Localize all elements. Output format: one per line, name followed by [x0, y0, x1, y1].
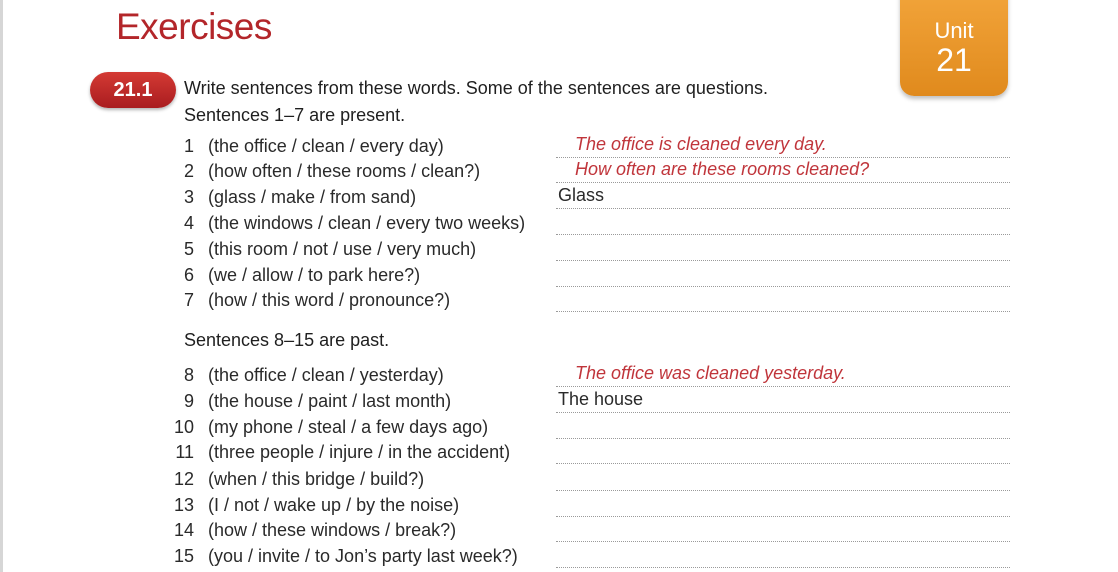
example-answer: The office is cleaned every day.: [575, 134, 827, 154]
answer-starter: The house: [558, 389, 644, 409]
item-prompt: (glass / make / from sand): [208, 187, 417, 207]
item-number: 11: [175, 442, 194, 462]
item-prompt: (you / invite / to Jon’s party last week?): [208, 546, 518, 566]
answer-line[interactable]: [556, 208, 1010, 209]
item-prompt: (how / this word / pronounce?): [208, 290, 451, 310]
item-prompt: (how often / these rooms / clean?): [208, 161, 481, 181]
answer-line[interactable]: [556, 234, 1010, 235]
item-number: 4: [183, 213, 194, 233]
item-number: 9: [183, 391, 194, 411]
item-prompt: (my phone / steal / a few days ago): [208, 417, 489, 437]
item-prompt: (the office / clean / yesterday): [208, 365, 444, 385]
answer-line[interactable]: [556, 490, 1010, 491]
item-number: 12: [173, 469, 194, 489]
exercise-item: [0, 290, 1118, 316]
exercise-item: [0, 136, 1118, 162]
unit-label: Unit: [934, 18, 974, 43]
item-number: 8: [183, 365, 194, 385]
exercise-item: [0, 239, 1118, 265]
item-prompt: (I / not / wake up / by the noise): [208, 495, 460, 515]
item-number: 1: [183, 136, 194, 156]
item-number: 7: [183, 290, 194, 310]
item-prompt: (this room / not / use / very much): [208, 239, 477, 259]
item-prompt: (the office / clean / every day): [208, 136, 444, 156]
exercise-item: [0, 546, 1118, 572]
exercise-number-badge: 21.1: [90, 72, 176, 108]
item-prompt: (when / this bridge / build?): [208, 469, 425, 489]
item-prompt: (three people / injure / in the accident): [208, 442, 511, 462]
answer-line[interactable]: [556, 541, 1010, 542]
exercise-item: [0, 365, 1118, 391]
item-number: 3: [183, 187, 194, 207]
page-title: Exercises: [116, 6, 272, 47]
example-answer: The office was cleaned yesterday.: [575, 363, 846, 383]
answer-line[interactable]: [556, 286, 1010, 287]
unit-number: 21: [936, 42, 972, 78]
exercise-instruction: Write sentences from these words. Some of the sentences are questions.: [184, 78, 768, 98]
answer-line[interactable]: [556, 438, 1010, 439]
item-number: 13: [173, 495, 194, 515]
answer-line[interactable]: [556, 412, 1010, 413]
answer-line[interactable]: [556, 567, 1010, 568]
exercise-item: [0, 187, 1118, 213]
exercise-item: [0, 265, 1118, 291]
item-number: 5: [183, 239, 194, 259]
answer-line[interactable]: [556, 311, 1010, 312]
item-prompt: (we / allow / to park here?): [208, 265, 421, 285]
item-number: 10: [173, 417, 194, 437]
answer-starter: Glass: [558, 185, 605, 205]
answer-line[interactable]: [556, 516, 1010, 517]
exercise-item: [0, 391, 1118, 417]
exercise-item: [0, 417, 1118, 443]
item-number: 6: [183, 265, 194, 285]
item-number: 15: [173, 546, 194, 566]
answer-line[interactable]: [556, 157, 1010, 158]
exercise-item: [0, 442, 1118, 468]
example-answer: How often are these rooms cleaned?: [575, 159, 870, 179]
exercise-item: [0, 495, 1118, 521]
exercise-item: [0, 213, 1118, 239]
section-heading-past: Sentences 8–15 are past.: [184, 330, 390, 350]
answer-line[interactable]: [556, 463, 1010, 464]
answer-line[interactable]: [556, 386, 1010, 387]
section-heading-present: Sentences 1–7 are present.: [184, 105, 406, 125]
unit-tab: [900, 0, 1008, 96]
item-prompt: (how / these windows / break?): [208, 520, 457, 540]
item-prompt: (the house / paint / last month): [208, 391, 452, 411]
item-prompt: (the windows / clean / every two weeks): [208, 213, 526, 233]
answer-line[interactable]: [556, 182, 1010, 183]
exercise-item: [0, 469, 1118, 495]
item-number: 14: [173, 520, 194, 540]
answer-line[interactable]: [556, 260, 1010, 261]
exercise-item: [0, 161, 1118, 187]
exercise-item: [0, 520, 1118, 546]
item-number: 2: [183, 161, 194, 181]
